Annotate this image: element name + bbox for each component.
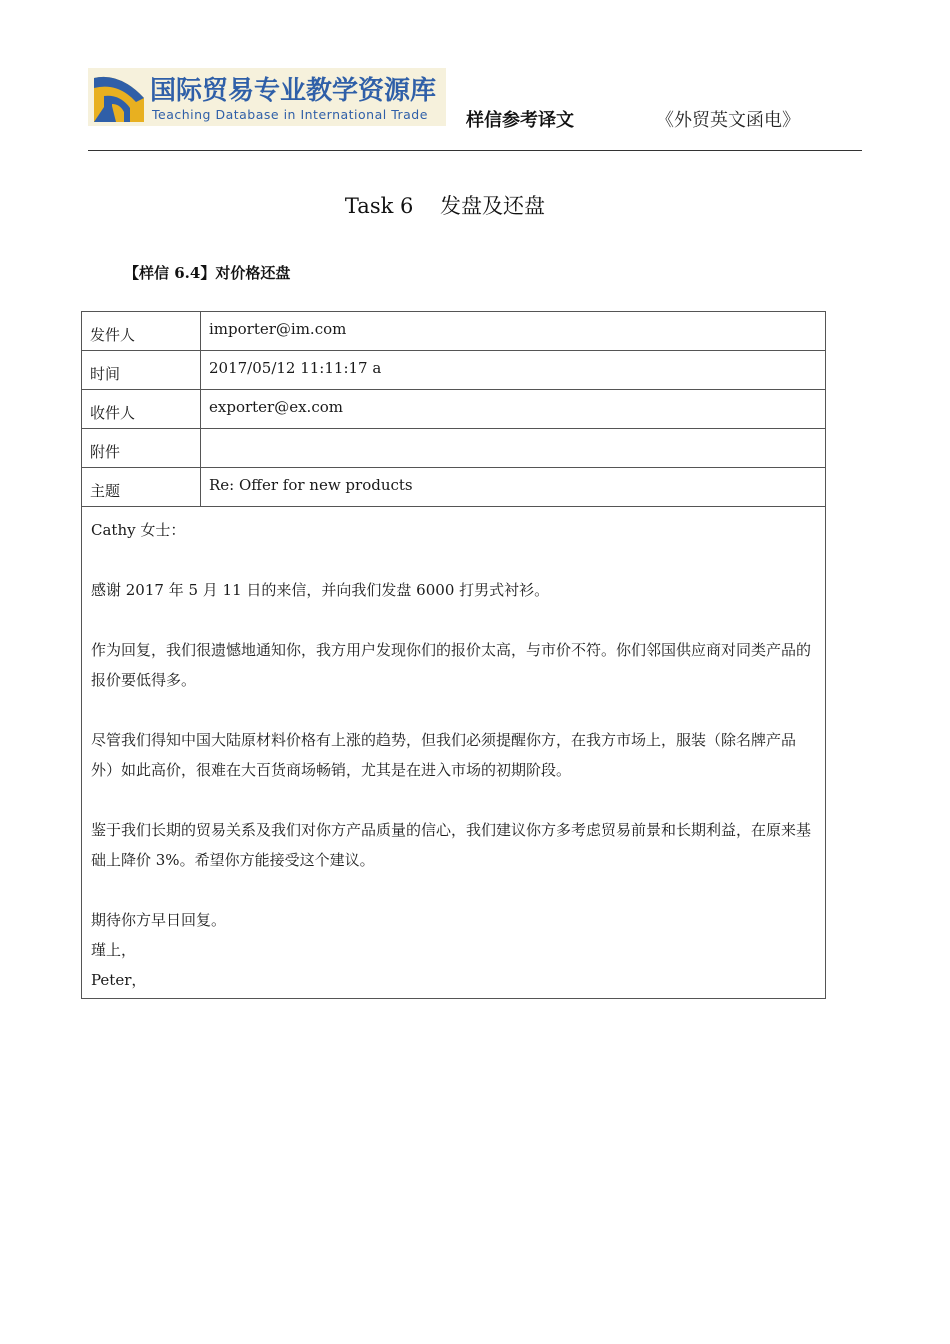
subject-value: Re: Offer for new products [201,468,826,507]
from-label: 发件人 [82,312,201,351]
email-row-time [82,351,826,390]
email-row-from [82,312,826,351]
logo-mark-icon [90,68,148,126]
to-value: exporter@ex.com [201,390,826,429]
email-table [81,311,826,999]
letter-title: 【样信 6.4】对价格还盘 [124,264,291,282]
header-divider [88,150,862,151]
time-label: 时间 [82,351,201,390]
attachment-label: 附件 [82,429,201,468]
book-title: 《外贸英文函电》 [656,110,800,131]
to-label: 收件人 [82,390,201,429]
salutation: Cathy 女士： [91,521,186,539]
signoff: 瑾上， [91,941,137,959]
closing: 期待你方早日回复。 [91,911,227,929]
from-value: importer@im.com [201,312,826,351]
email-row-to [82,390,826,429]
email-body [82,507,826,999]
email-row-attachment [82,429,826,468]
attachment-value [201,429,826,468]
signature: Peter， [91,971,147,989]
doc-type-label: 样信参考译文 [466,110,574,131]
body-paragraph-4: 鉴于我们长期的贸易关系及我们对你方产品质量的信心，我们建议你方多考虑贸易前景和长期利益，在原来基础上降价 3%。希望你方能接受这个建议。 [91,821,812,869]
logo-title-cn: 国际贸易专业教学资源库 [150,76,437,106]
subject-label: 主题 [82,468,201,507]
email-row-body [82,507,826,999]
time-value: 2017/05/12 11:11:17 a [201,351,826,390]
logo [88,68,446,126]
task-title: Task 6 发盘及还盘 [344,194,546,218]
body-paragraph-2: 作为回复，我们很遗憾地通知你，我方用户发现你们的报价太高，与市价不符。你们邻国供应商对同类产品的报价要低得多。 [91,641,812,689]
email-row-subject [82,468,826,507]
body-paragraph-3: 尽管我们得知中国大陆原材料价格有上涨的趋势，但我们必须提醒你方，在我方市场上，服装（除名牌产品外）如此高价，很难在大百货商场畅销，尤其是在进入市场的初期阶段。 [91,731,797,779]
body-paragraph-1: 感谢 2017 年 5 月 11 日的来信，并向我们发盘 6000 打男式衬衫。 [91,581,550,599]
logo-title-en: Teaching Database in International Trade [152,107,428,122]
